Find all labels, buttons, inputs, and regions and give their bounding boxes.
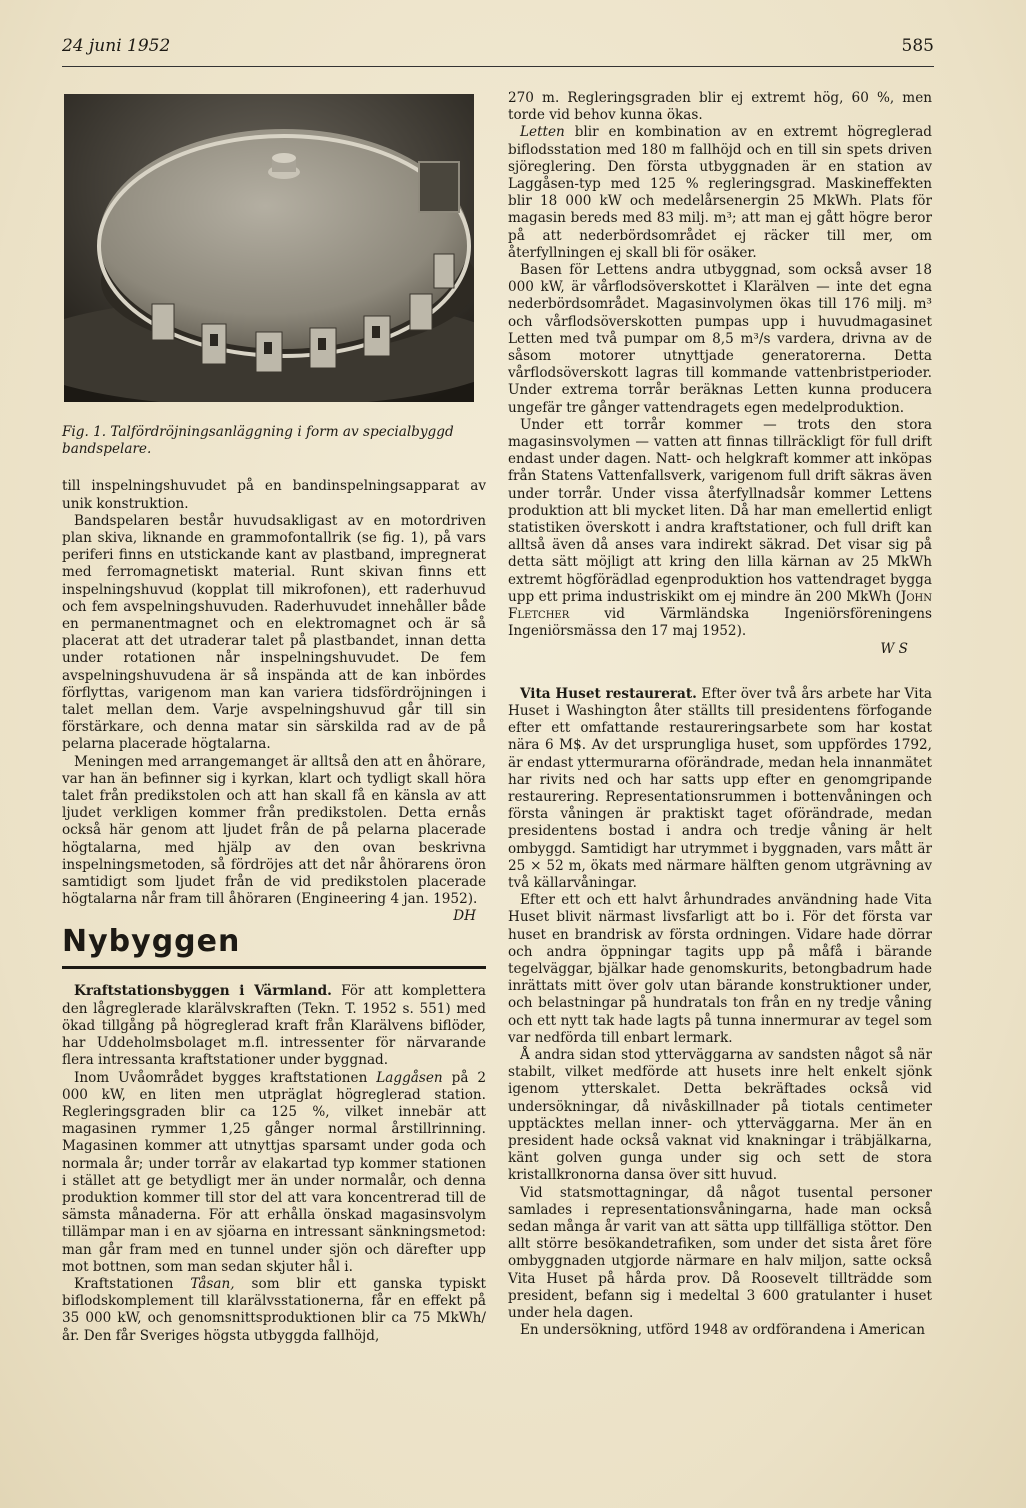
left-paragraph — [62, 983, 486, 1069]
article-spacer — [508, 658, 932, 686]
figure-caption-label: Fig. 1. — [62, 424, 107, 440]
author-signature: W S — [880, 640, 908, 657]
header-date: 24 juni 1952 — [62, 36, 171, 56]
section-title: Nybyggen — [62, 924, 241, 960]
figure-caption — [62, 424, 486, 458]
station-name: Laggåsen — [376, 1069, 443, 1086]
right-paragraph — [508, 417, 932, 641]
right-paragraph: 270 m. Regleringsgraden blir ej extremt hög, 60 %, men torde vid behov kunna ökas. — [508, 90, 932, 124]
running-header — [62, 36, 934, 67]
right-paragraph: En undersökning, utförd 1948 av ordförandena i American — [520, 1322, 925, 1339]
article-heading: Kraftstationsbyggen i Värmland. — [74, 983, 332, 1000]
left-column — [62, 90, 486, 1345]
author-signature: DH — [453, 908, 476, 925]
article-heading: Vita Huset restaurerat. — [520, 685, 697, 702]
left-paragraph-text: Kraftstationen — [74, 1275, 174, 1292]
left-paragraph — [62, 1070, 486, 1276]
left-paragraph-text: Inom Uvåområdet bygges kraftstationen — [74, 1069, 368, 1086]
figure-caption-text: Talfördröjningsanläggning i form av specialbyggd bandspelare. — [62, 424, 454, 458]
left-paragraph: till inspelningshuvudet på en bandinspelningsapparat av unik konstruktion. — [62, 478, 486, 512]
tape-recorder-image — [64, 94, 474, 402]
right-paragraph-text: Efter över två års arbete har Vita Huset i Washington åter ställts till presidentens förfogande efter ett omfattande restaureringsarbete som har kostat nära 6 M$. Av det ursprungliga huset, som uppfördes 1792, är endast yttermurarna oförändrade, medan hela innanmätet har rivits ned och har satts upp efter en genomgripande restaurering. Representationsrummen i bottenvåningen och första våningen är praktiskt taget oförändrade, medan presidentens bostad i andra och tredje våning är helt ombyggd. Samtidigt har utrymmet i byggnaden, vars mått är 25 × 52 m, ökats med närmare hälften genom utgrävning av två källarvåningar. — [508, 685, 933, 891]
cited-author: John Fletcher — [508, 588, 932, 623]
section-divider — [62, 966, 486, 969]
left-paragraph — [62, 753, 486, 925]
left-paragraph-text: Meningen med arrangemanget är alltså den att en åhörare, var han än befinner sig i kyrkan, klart och tydligt skall höra talet från predikstolen och att han skall få en känsla av att ljudet verkligen kommer från predikstolen. Detta ernås också här genom att ljudet från de på pelarna placerade högtalarna, med hjälp av den ovan beskrivna inspelningsmetoden, så fördröjes att det når åhörarens öron samtidigt som ljudet från de vid predikstolen placerade högtalarna når fram till åhöraren (Engineering 4 jan. 1952). — [62, 753, 486, 908]
left-paragraph-text: på 2 000 kW, en liten men utpräglat högreglerad station. Regleringsgraden blir ca 125 %, vilket innebär att magasinen rymmer 1,25 gånger normal årstillrinning. Magasinen kommer att utnyttjas sparsamt under goda och normala år; under torrår av elakartad typ kommer stationen i stället att ge betydligt mer än under normalår, och denna produktion kommer till stor del att vara koncentrerad till de sämsta månaderna. För att erhålla önskad magasinsvolym tillämpar man i en av sjöarna en intressant sänkningsmetod: man går fram med en tunnel under sjön och därefter upp mot bottnen, som man sedan skjuter hål i. — [62, 1069, 487, 1275]
left-paragraph: Bandspelaren består huvudsakligast av en motordriven plan skiva, liknande en grammofontallrik (se fig. 1), på vars periferi finns en utstickande kant av plastband, impregnerat med ferromagnetiskt material. Runt skivan finns ett inspelningshuvud (kopplat till mikrofonen), ett raderhuvud och fem avspelningshuvuden. Raderhuvudet innehåller både en permanentmagnet och en elektromagnet och är så placerat att det utraderar talet på plastbandet, innan detta under rotationen når inspelningshuvudet. De fem avspelningshuvudena är så inspända att de kan inbördes förflyttas, varigenom man kan variera tidsfördröjningen i talet mellan dem. Varje avspelningshuvud går till sin förstärkare, och denna matar sin särskilda rad av de på pelarna placerade högtalarna. — [62, 512, 486, 753]
station-name: Tåsan, — [190, 1275, 235, 1292]
left-paragraph-text: som blir ett ganska typiskt biflodskomplement till klarälvsstationerna, får en effekt på 35 000 kW, och genomsnittsproduktionen blir ca 75 MkWh/år. Den får Sveriges högsta utbyggda fallhöjd, — [62, 1275, 486, 1344]
right-paragraph: Vid statsmottagningar, då något tusental personer samlades i representationsvåningarna, hade man också sedan många år varit van att sätta upp tillfälliga stöttor. Den allt större besökandetrafiken, som under det sista året före ombyggnaden utgjorde närmare en halv miljon, satte också Vita Huset på hårda prov. Då Roosevelt tillträdde som president, befann sig i medeltal 3 600 gratulanter i huset under hela dagen. — [508, 1184, 932, 1322]
right-paragraph: Basen för Lettens andra utbyggnad, som också avser 18 000 kW, är vårflodsöverskottet i Klarälven — inte det egna nederbördsområdet. Magasinvolymen ökas till 176 milj. m³ och vårflodsöverskotten pumpas upp i huvudmagasinet Letten med två pumpar om 8,5 m³/s vardera, drivna av de såsom motorer utnyttjade generatorerna. Detta vårflodsöverskott lagras till kommande vattenbristperioder. Under extrema torrår beräknas Letten kunna producera ungefär tre gånger vattendragets egen medelproduktion. — [508, 262, 932, 416]
right-paragraph — [508, 686, 932, 892]
right-paragraph-text: blir en kombination av en extremt högreglerad biflodsstation med 180 m fallhöjd och en till sin spets driven sjöreglering. Den första utbyggnaden är en station av Laggåsen-typ med 125 % regleringsgrad. Maskineffekten blir 18 000 kW och medelårsenergin 25 MkWh. Plats för magasin bereds med 83 milj. m³; att man ej gått högre beror på att nederbördsområdet ej räcker till mer, om återfyllningen ej skall bli för osäker. — [508, 124, 933, 261]
right-column — [508, 90, 932, 1339]
station-name: Letten — [520, 124, 565, 141]
right-paragraph-text: vid Värmländska Ingeniörsföreningens Ingeniörsmässa den 17 maj 1952). — [508, 606, 932, 640]
page-number: 585 — [901, 36, 934, 56]
left-paragraph-text: För att komplettera den lågreglerade klarälvskraften (Tekn. T. 1952 s. 551) med ökad tillgång på högreglerad kraft från Klarälvens biflöder, har Uddeholmsbolaget m.fl. intressenter för närvarande flera intressanta kraftstationer under byggnad. — [62, 983, 486, 1069]
figure-photo — [64, 94, 474, 402]
right-paragraph-text: Under ett torrår kommer — trots den stora magasinsvolymen — vatten att finnas tillräckligt för full drift endast under dagen. Natt- och helgkraft kommer att inköpas från Statens Vattenfallsverk, varigenom full drift säkras även under torrår. Under vissa återfyllnadsår kommer Lettens produktion att bli mycket liten. Då har man emellertid enligt statistiken överskott i andra kraftstationer, och full drift kan alltså även då anses vara indirekt säkrad. Det visar sig på detta sätt möjligt att kring den lilla kärnan av 25 MkWh extremt högförädlad egenproduktion hos vattendraget bygga upp ett prima industriskikt om ej mindre än 200 MkWh ( — [508, 416, 932, 605]
right-paragraph: Å andra sidan stod ytterväggarna av sandsten något så när stabilt, vilket medförde att husets inre helt enkelt sjönk igenom ytterskalet. Detta bekräftades också vid undersökningar, då nivåskillnader på tiotals centimeter upptäcktes mellan inner- och ytterväggarna. Mer än en president hade också vaknat vid knakningar i träbjälkarna, känt golven gunga under sig och sett de stora kristallkronorna dansa över sitt huvud. — [508, 1046, 932, 1184]
right-paragraph — [508, 124, 932, 262]
left-paragraph — [62, 1276, 486, 1345]
right-paragraph: Efter ett och ett halvt århundrades användning hade Vita Huset blivit närmast livsfarligt att bo i. För det första var huset en brandrisk av första ordningen. Vidare hade dörrar och andra öppningar tagits upp på måfå i bärande tegelväggar, bjälkar hade genomskurits, betongbadrum hade inrättats mitt över golv utan bärande konstruktioner under, och belastningar på hundratals ton från en ny tredje våning och ett nytt tak hade lagts på tunna innermurar av tegel som var nedförda till enbart lermark. — [508, 892, 932, 1046]
